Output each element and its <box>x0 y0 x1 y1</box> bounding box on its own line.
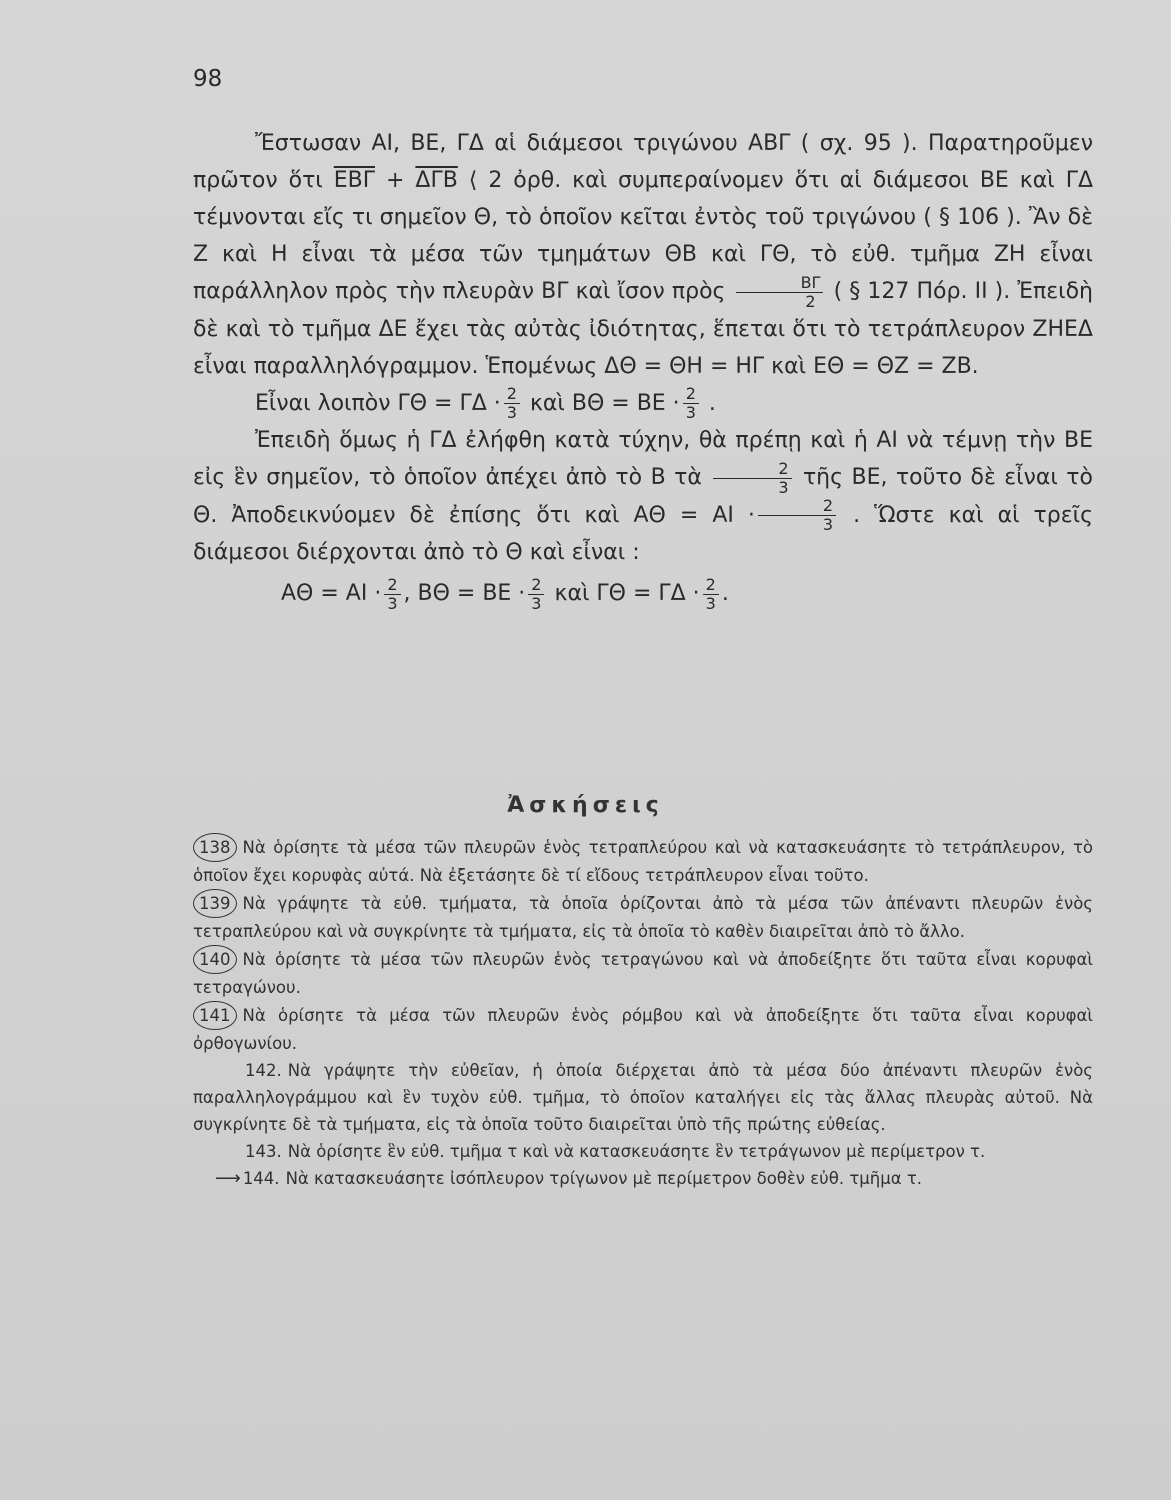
fraction-two-thirds: $\frac{2}{3}$ <box>713 460 791 497</box>
fraction-two-thirds: $\frac{2}{3}$ <box>683 385 699 422</box>
exercise-text: Νὰ ὁρίσητε τὰ μέσα τῶν πλευρῶν ἑνὸς ρόμβου καὶ νὰ ἀποδείξητε ὅτι ταῦτα εἶναι κορυφαὶ ὀρθογωνίου. <box>193 1006 1093 1053</box>
exercise-item-144 <box>193 1165 1093 1192</box>
exercise-item-141 <box>193 1001 1093 1057</box>
fraction-two-thirds: $\frac{2}{3}$ <box>504 385 520 422</box>
handwritten-arrow-icon: ⟶ <box>215 1168 241 1189</box>
formula-line-2: ΑΘ = ΑΙ · $\frac{2}{3}$ , ΒΘ = ΒΕ · $\frac{2}{3}$ καὶ ΓΘ = ΓΔ · $\frac{2}{3}$ . <box>281 574 729 613</box>
fraction-two-thirds: $\frac{2}{3}$ <box>758 497 836 534</box>
angle-ebg: $\overline{EB\Gamma}$ <box>333 168 375 193</box>
exercise-number: 138 <box>193 833 237 862</box>
proof-text <box>193 125 1093 613</box>
exercise-text: Νὰ ὁρίσητε τὰ μέσα τῶν πλευρῶν ἑνὸς τετραπλεύρου καὶ νὰ κατασκευάσητε τὸ τετράπλευρον, τὸ ὁποῖον ἔχει κορυφὰς αὐτά. Νὰ ἐξετάσητε δὲ τί εἴδους τετράπλευρον εἶναι τοῦτο. <box>193 838 1093 885</box>
paragraph-medians: Ἔστωσαν ΑΙ, ΒΕ, ΓΔ αἱ διάμεσοι τριγώνου ΑΒΓ ( σχ. 95 ). Παρατηροῦμεν πρῶτον ὅτι $\overline{EB\Gamma} + \overline{\Delta\Gamma B}$ ⟨ 2 ὀρθ. καὶ συμπεραίνομεν ὅτι αἱ διάμεσοι ΒΕ καὶ ΓΔ τέμνονται εἴς τι σημεῖον Θ, τὸ ὁποῖον κεῖται ἐντὸς τοῦ τριγώνου ( § 106 ). Ἂν δὲ Ζ καὶ Η εἶναι τὰ μέσα τῶν τμημάτων ΘΒ καὶ ΓΘ, τὸ εὐθ. τμῆμα ΖΗ εἶναι παράλληλον πρὸς τὴν πλευρὰν ΒΓ καὶ ἴσον πρὸς $\frac{B\Gamma}{2}$ ( § 127 Πόρ. ΙΙ ). Ἐπειδὴ δὲ καὶ τὸ τμῆμα ΔΕ ἔχει τὰς αὐτὰς ἰδιότητας, ἕπεται ὅτι τὸ τετράπλευρον ΖΗΕΔ εἶναι παραλληλόγραμμον. Ἑπομένως ΔΘ = ΘΗ = ΗΓ καὶ ΕΘ = ΘΖ = ΖΒ. <box>193 131 1094 379</box>
angle-dgb: $\overline{\Delta\Gamma B}$ <box>415 168 458 193</box>
exercise-number: 139 <box>193 889 237 918</box>
fraction-bg-over-2: $\frac{B\Gamma}{2}$ <box>736 274 824 311</box>
exercise-list <box>193 833 1093 1192</box>
exercise-number: 140 <box>193 945 237 974</box>
exercise-item-139 <box>193 889 1093 945</box>
exercise-text: Νὰ γράψητε τὴν εὐθεῖαν, ἡ ὁποία διέρχεται ἀπὸ τὰ μέσα δύο ἀπέναντι πλευρῶν ἑνὸς παραλληλογράμμου καὶ ἓν τυχὸν εὐθ. τμῆμα, τὸ ὁποῖον καταλήγει εἰς τὰς ἄλλας πλευρὰς αὐτοῦ. Νὰ συγκρίνητε δὲ τὰ τμήματα, εἰς τὰ ὁποῖα τοῦτο διαιρεῖται ὑπὸ τῆς πρώτης εὐθείας. <box>193 1061 1093 1134</box>
exercise-item-138 <box>193 833 1093 889</box>
exercise-number: 142. <box>245 1061 282 1080</box>
exercise-item-142 <box>193 1057 1093 1138</box>
paragraph-conclusion: Ἐπειδὴ ὅμως ἡ ΓΔ ἐλήφθη κατὰ τύχην, θὰ πρέπῃ καὶ ἡ ΑΙ νὰ τέμνῃ τὴν ΒΕ εἰς ἓν σημεῖον, τὸ ὁποῖον ἀπέχει ἀπὸ τὸ Β τὰ $\frac{2}{3}$ τῆς ΒΕ, τοῦτο δὲ εἶναι τὸ Θ. Ἀποδεικνύομεν δὲ ἐπίσης ὅτι καὶ ΑΘ = ΑΙ · $\frac{2}{3}$ . Ὥστε καὶ αἱ τρεῖς διάμεσοι διέρχονται ἀπὸ τὸ Θ καὶ εἶναι : <box>193 428 1094 565</box>
formula-line-1: Εἶναι λοιπὸν ΓΘ = ΓΔ · $\frac{2}{3}$ καὶ ΒΘ = ΒΕ · $\frac{2}{3}$ . <box>255 384 716 422</box>
fraction-two-thirds: $\frac{2}{3}$ <box>703 576 719 613</box>
exercise-number: 144. <box>242 1169 280 1188</box>
exercise-item-140 <box>193 945 1093 1001</box>
exercise-text: Νὰ ὁρίσητε τὰ μέσα τῶν πλευρῶν ἑνὸς τετραγώνου καὶ νὰ ἀποδείξητε ὅτι ταῦτα εἶναι κορυφαὶ τετραγώνου. <box>193 950 1093 997</box>
exercise-number: 143. <box>245 1142 282 1161</box>
exercise-item-143 <box>193 1138 1093 1165</box>
page-number: 98 <box>193 66 223 92</box>
section-heading-exercises: Ἀσκήσεις <box>507 793 664 818</box>
fraction-two-thirds: $\frac{2}{3}$ <box>384 576 400 613</box>
exercise-text: Νὰ ὁρίσητε ἓν εὐθ. τμῆμα τ καὶ νὰ κατασκευάσητε ἓν τετράγωνον μὲ περίμετρον τ. <box>287 1142 986 1161</box>
fraction-two-thirds: $\frac{2}{3}$ <box>528 576 544 613</box>
exercise-number: 141 <box>193 1001 237 1030</box>
exercise-text: Νὰ κατασκευάσητε ἰσόπλευρον τρίγωνον μὲ περίμετρον δοθὲν εὐθ. τμῆμα τ. <box>285 1169 923 1188</box>
exercise-text: Νὰ γράψητε τὰ εὐθ. τμήματα, τὰ ὁποῖα ὁρίζονται ἀπὸ τὰ μέσα τῶν ἀπέναντι πλευρῶν ἑνὸς τετραπλεύρου καὶ νὰ συγκρίνητε τὰ τμήματα, εἰς τὰ ὁποῖα τὸ καθὲν διαιρεῖται ἀπὸ τὸ ἄλλο. <box>193 894 1093 941</box>
